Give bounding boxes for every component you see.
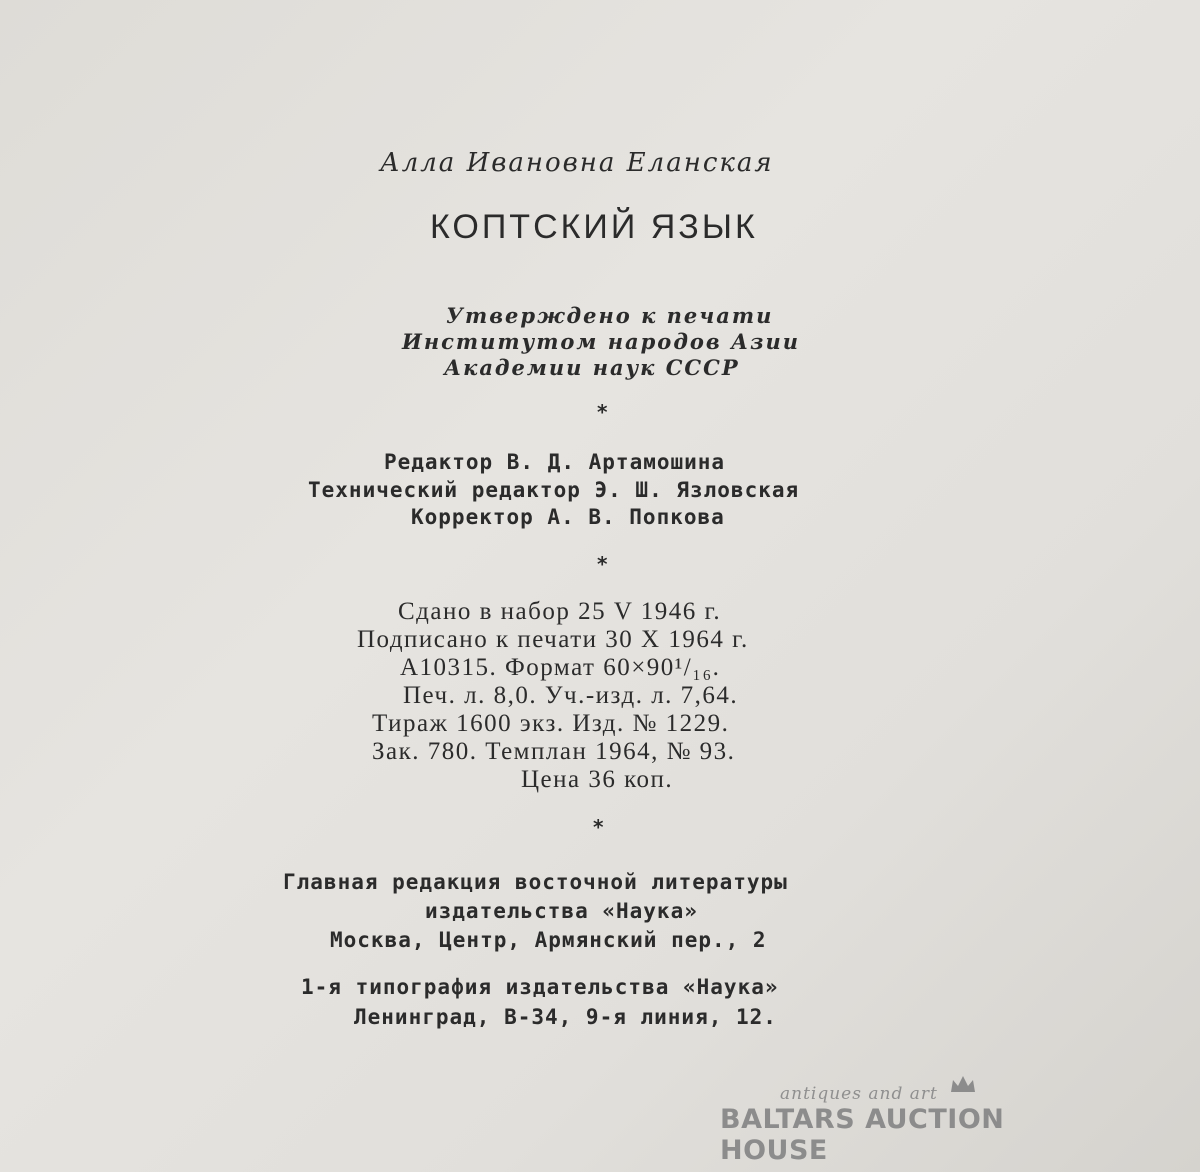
approval-line-1: Утверждено к печати: [446, 303, 774, 328]
imprint-line-1: Сдано в набор 25 V 1946 г.: [398, 598, 722, 625]
imprint-line-3: А10315. Формат 60×90¹/₁₆.: [400, 654, 721, 681]
auction-watermark: [720, 1080, 1120, 1166]
crown-icon: [948, 1072, 978, 1096]
book-title: КОПТСКИЙ ЯЗЫК: [430, 208, 758, 246]
watermark-tagline: antiques and art: [780, 1084, 938, 1104]
price-line: Цена 36 коп.: [521, 766, 674, 793]
publisher-line-1: Главная редакция восточной литературы: [283, 870, 788, 894]
imprint-line-2: Подписано к печати 30 X 1964 г.: [357, 626, 749, 653]
editor-line: Редактор В. Д. Артамошина: [384, 450, 726, 474]
approval-line-2: Институтом народов Азии: [402, 329, 801, 354]
watermark-name: BALTARS AUCTION HOUSE: [720, 1104, 1005, 1166]
imprint-line-6: Зак. 780. Темплан 1964, № 93.: [372, 738, 736, 765]
publisher-line-2: издательства «Наука»: [425, 899, 698, 923]
separator-star-1: *: [597, 400, 608, 424]
separator-star-2: *: [597, 552, 608, 576]
publisher-address: Москва, Центр, Армянский пер., 2: [330, 928, 767, 952]
separator-star-3: *: [593, 815, 604, 839]
printer-line-1: 1-я типография издательства «Наука»: [301, 975, 779, 999]
printer-address: Ленинград, В-34, 9-я линия, 12.: [354, 1005, 777, 1029]
proofreader-line: Корректор А. В. Попкова: [411, 505, 725, 529]
tech-editor-line: Технический редактор Э. Ш. Язловская: [308, 478, 800, 502]
imprint-line-5: Тираж 1600 экз. Изд. № 1229.: [372, 710, 730, 737]
approval-line-3: Академии наук СССР: [444, 355, 740, 380]
imprint-line-4: Печ. л. 8,0. Уч.-изд. л. 7,64.: [403, 682, 739, 709]
author-name: Алла Ивановна Еланская: [380, 148, 774, 178]
